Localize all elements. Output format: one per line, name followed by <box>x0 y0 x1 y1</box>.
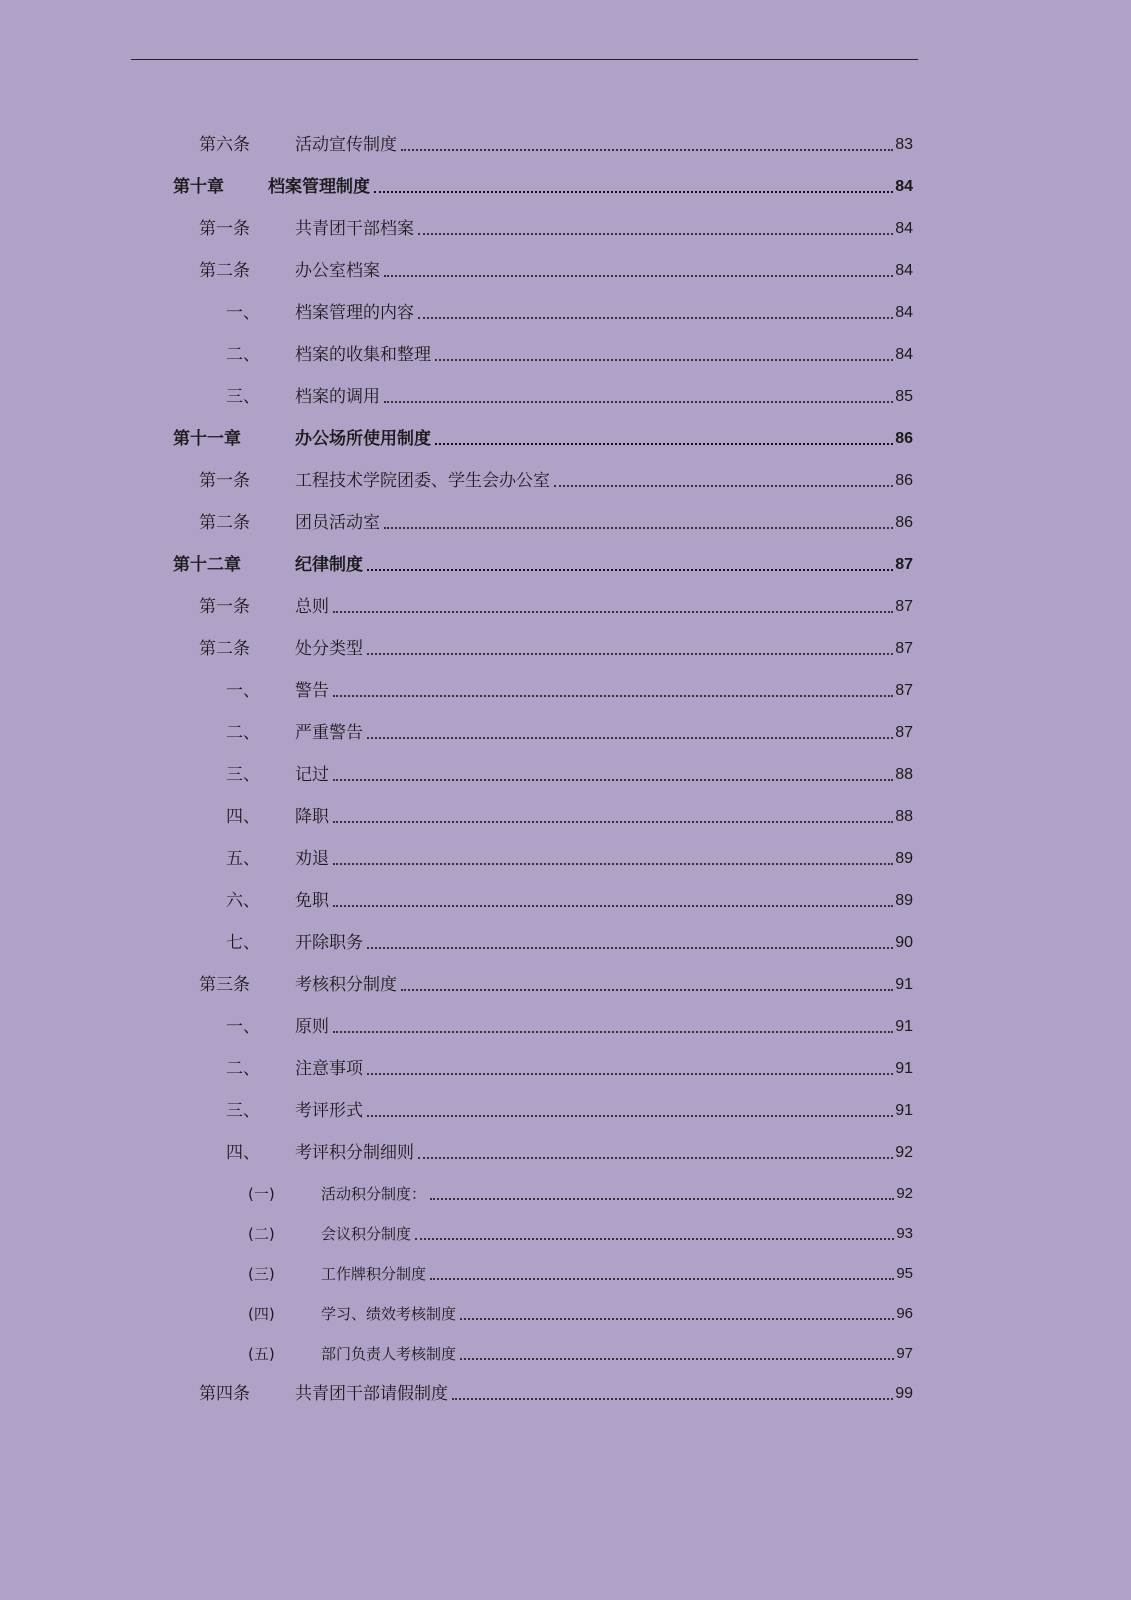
toc-entry-number: 第十一章 <box>173 429 241 449</box>
toc-entry[interactable] <box>226 843 913 869</box>
toc-entry[interactable] <box>173 549 913 575</box>
toc-entry-number: (二) <box>248 1225 275 1243</box>
toc-entry-number: 一、 <box>226 303 260 323</box>
toc-entry-title: 办公室档案 <box>295 261 380 281</box>
toc-entry-page-number: 87 <box>895 598 913 615</box>
toc-entry-number: (三) <box>248 1265 275 1283</box>
toc-entry-number: 一、 <box>226 681 260 701</box>
toc-entry[interactable] <box>226 1095 913 1121</box>
toc-entry-title: 档案的收集和整理 <box>295 345 431 365</box>
dot-leader <box>460 1318 894 1320</box>
toc-entry-number: 五、 <box>226 849 260 869</box>
toc-entry-title: 考评积分制细则 <box>295 1143 414 1163</box>
toc-entry-number: 二、 <box>226 723 260 743</box>
toc-entry-title: 原则 <box>295 1017 329 1037</box>
toc-entry-page-number: 96 <box>896 1305 913 1322</box>
toc-entry-page-number: 92 <box>895 1144 913 1161</box>
toc-entry-number: (四) <box>248 1305 275 1323</box>
toc-entry-number: 四、 <box>226 1143 260 1163</box>
toc-entry-title: 免职 <box>295 891 329 911</box>
toc-entry[interactable] <box>199 255 913 281</box>
toc-entry[interactable] <box>173 423 913 449</box>
dot-leader <box>367 653 893 655</box>
toc-entry-title: 纪律制度 <box>295 555 363 575</box>
toc-entry[interactable] <box>226 1137 913 1163</box>
toc-entry-page-number: 87 <box>895 724 913 741</box>
dot-leader <box>384 527 893 529</box>
dot-leader <box>367 1115 893 1117</box>
toc-entry[interactable] <box>226 759 913 785</box>
dot-leader <box>333 821 893 823</box>
toc-entry-number: 第十二章 <box>173 555 241 575</box>
toc-entry[interactable] <box>226 717 913 743</box>
toc-entry-page-number: 89 <box>895 892 913 909</box>
toc-entry[interactable] <box>199 633 913 659</box>
toc-entry[interactable] <box>199 129 913 155</box>
toc-entry-number: 一、 <box>226 1017 260 1037</box>
toc-entry-number: 四、 <box>226 807 260 827</box>
toc-entry[interactable] <box>226 297 913 323</box>
toc-entry[interactable] <box>226 339 913 365</box>
toc-entry[interactable] <box>226 381 913 407</box>
toc-entry-page-number: 89 <box>895 850 913 867</box>
toc-entry-title: 活动宣传制度 <box>295 135 397 155</box>
dot-leader <box>418 1157 893 1159</box>
toc-entry-number: 第四条 <box>199 1384 250 1404</box>
toc-entry[interactable] <box>248 1178 913 1204</box>
toc-entry-number: 第二条 <box>199 261 250 281</box>
dot-leader <box>367 947 893 949</box>
dot-leader <box>418 317 893 319</box>
toc-entry-title: 档案的调用 <box>295 387 380 407</box>
dot-leader <box>460 1358 894 1360</box>
toc-entry-number: 第二条 <box>199 639 250 659</box>
toc-entry-title: 学习、绩效考核制度 <box>321 1305 457 1323</box>
dot-leader <box>430 1198 894 1200</box>
dot-leader <box>401 149 893 151</box>
toc-entry-title: 共青团干部请假制度 <box>295 1384 448 1404</box>
toc-entry-title: 会议积分制度 <box>321 1225 412 1243</box>
dot-leader <box>333 1031 893 1033</box>
toc-entry-title: 总则 <box>295 597 329 617</box>
toc-entry-number: 第一条 <box>199 471 250 491</box>
toc-entry-number: 二、 <box>226 1059 260 1079</box>
toc-entry-page-number: 83 <box>895 136 913 153</box>
dot-leader <box>430 1278 894 1280</box>
toc-entry[interactable] <box>199 213 913 239</box>
toc-entry-page-number: 86 <box>895 514 913 531</box>
toc-entry[interactable] <box>173 171 913 197</box>
toc-entry-page-number: 90 <box>895 934 913 951</box>
toc-entry-page-number: 92 <box>896 1185 913 1202</box>
dot-leader <box>384 401 893 403</box>
toc-entry-number: 二、 <box>226 345 260 365</box>
toc-entry-number: 第三条 <box>199 975 250 995</box>
toc-entry[interactable] <box>199 969 913 995</box>
toc-entry-page-number: 84 <box>895 220 913 237</box>
toc-entry-number: 第一条 <box>199 597 250 617</box>
toc-entry-title: 记过 <box>295 765 329 785</box>
toc-entry-number: 三、 <box>226 387 260 407</box>
dot-leader <box>333 695 893 697</box>
toc-entry-page-number: 84 <box>895 304 913 321</box>
dot-leader <box>333 905 893 907</box>
toc-entry-title: 降职 <box>295 807 329 827</box>
dot-leader <box>367 569 893 571</box>
toc-entry-number: 第一条 <box>199 219 250 239</box>
dot-leader <box>367 737 893 739</box>
toc-entry-page-number: 84 <box>895 262 913 279</box>
toc-entry-title: 考核积分制度 <box>295 975 397 995</box>
toc-entry-page-number: 91 <box>895 1060 913 1077</box>
toc-entry-number: 六、 <box>226 891 260 911</box>
toc-entry-title: 开除职务 <box>295 933 363 953</box>
toc-entry-number: 第二条 <box>199 513 250 533</box>
toc-entry-page-number: 87 <box>895 682 913 699</box>
toc-entry-title: 注意事项 <box>295 1059 363 1079</box>
toc-entry-number: 三、 <box>226 765 260 785</box>
dot-leader <box>367 1073 893 1075</box>
toc-entry[interactable] <box>226 927 913 953</box>
toc-entry[interactable] <box>199 591 913 617</box>
toc-entry[interactable] <box>199 507 913 533</box>
toc-entry-title: 处分类型 <box>295 639 363 659</box>
toc-entry-title: 办公场所使用制度 <box>295 429 431 449</box>
toc-entry-number: 第六条 <box>199 135 250 155</box>
toc-entry-page-number: 84 <box>895 346 913 363</box>
toc-entry[interactable] <box>226 801 913 827</box>
toc-entry-title: 档案管理的内容 <box>295 303 414 323</box>
toc-entry-number: (一) <box>248 1185 275 1203</box>
toc-entry-title: 考评形式 <box>295 1101 363 1121</box>
toc-entry[interactable] <box>248 1298 913 1324</box>
dot-leader <box>384 275 893 277</box>
dot-leader <box>374 191 893 193</box>
toc-entry[interactable] <box>199 465 913 491</box>
toc-entry-number: 第十章 <box>173 177 224 197</box>
toc-entry-page-number: 93 <box>896 1225 913 1242</box>
toc-entry-page-number: 88 <box>895 808 913 825</box>
toc-entry-title: 共青团干部档案 <box>295 219 414 239</box>
toc-entry-page-number: 87 <box>895 556 913 573</box>
toc-entry[interactable] <box>248 1258 913 1284</box>
toc-entry-title: 工作牌积分制度 <box>321 1265 427 1283</box>
toc-entry-page-number: 88 <box>895 766 913 783</box>
dot-leader <box>418 233 893 235</box>
toc-entry-title: 部门负责人考核制度 <box>321 1345 457 1363</box>
toc-entry[interactable] <box>226 1053 913 1079</box>
dot-leader <box>435 359 893 361</box>
toc-entry[interactable] <box>248 1218 913 1244</box>
toc-entry[interactable] <box>199 1378 913 1404</box>
header-rule <box>131 59 918 60</box>
toc-entry-page-number: 84 <box>895 178 913 195</box>
toc-entry-page-number: 86 <box>895 472 913 489</box>
toc-entry-title: 警告 <box>295 681 329 701</box>
toc-entry-page-number: 97 <box>896 1345 913 1362</box>
dot-leader <box>415 1238 894 1240</box>
toc-entry-title: 档案管理制度 <box>268 177 370 197</box>
toc-entry[interactable] <box>226 675 913 701</box>
toc-entry[interactable] <box>226 885 913 911</box>
toc-entry-page-number: 91 <box>895 1018 913 1035</box>
dot-leader <box>452 1398 893 1400</box>
toc-entry-title: 劝退 <box>295 849 329 869</box>
dot-leader <box>333 779 893 781</box>
dot-leader <box>333 863 893 865</box>
toc-entry-title: 活动积分制度： <box>321 1185 427 1203</box>
toc-entry[interactable] <box>248 1338 913 1364</box>
toc-entry-title: 团员活动室 <box>295 513 380 533</box>
toc-entry-number: (五) <box>248 1345 275 1363</box>
dot-leader <box>554 485 893 487</box>
toc-entry-number: 七、 <box>226 933 260 953</box>
toc-entry-page-number: 86 <box>895 430 913 447</box>
toc-entry-page-number: 99 <box>895 1385 913 1402</box>
dot-leader <box>401 989 893 991</box>
toc-entry[interactable] <box>226 1011 913 1037</box>
dot-leader <box>333 611 893 613</box>
toc-entry-page-number: 91 <box>895 1102 913 1119</box>
toc-entry-page-number: 85 <box>895 388 913 405</box>
toc-entry-title: 工程技术学院团委、学生会办公室 <box>295 471 550 491</box>
dot-leader <box>435 443 893 445</box>
toc-entry-page-number: 87 <box>895 640 913 657</box>
toc-entry-page-number: 95 <box>896 1265 913 1282</box>
toc-entry-number: 三、 <box>226 1101 260 1121</box>
toc-entry-page-number: 91 <box>895 976 913 993</box>
toc-entry-title: 严重警告 <box>295 723 363 743</box>
